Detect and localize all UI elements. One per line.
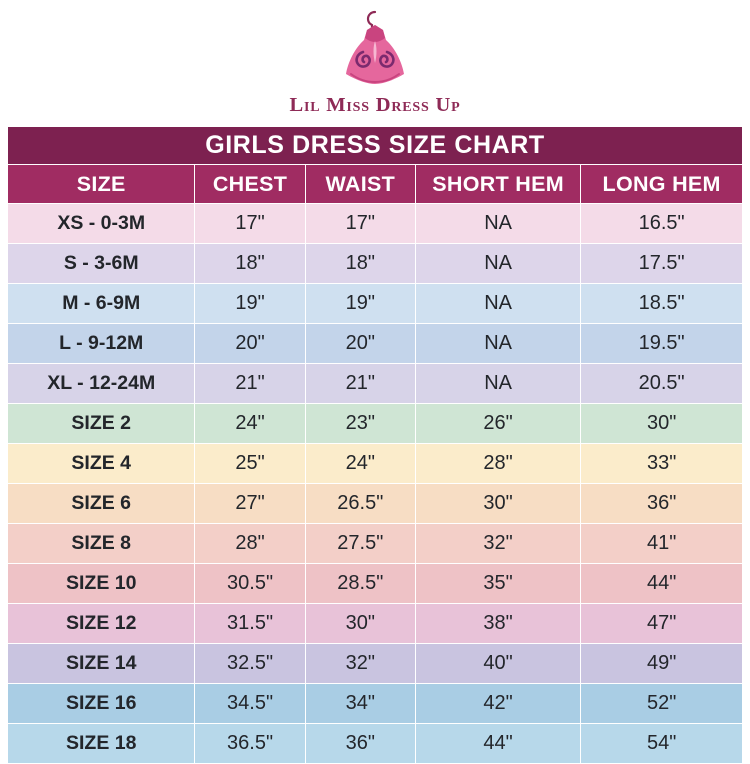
table-row — [8, 644, 743, 684]
cell-short-hem: 40" — [415, 644, 580, 684]
cell-short-hem: 38" — [415, 604, 580, 644]
column-header-long-hem: LONG HEM — [581, 165, 743, 204]
cell-chest: 19" — [195, 284, 305, 324]
table-row — [8, 684, 743, 724]
chart-title-row — [8, 127, 743, 165]
cell-chest: 32.5" — [195, 644, 305, 684]
cell-short-hem: NA — [415, 244, 580, 284]
cell-waist: 34" — [305, 684, 415, 724]
cell-chest: 18" — [195, 244, 305, 284]
cell-long-hem: 18.5" — [581, 284, 743, 324]
chart-rows-body — [8, 204, 743, 764]
cell-waist: 36" — [305, 724, 415, 764]
cell-size: SIZE 14 — [8, 644, 195, 684]
cell-waist: 21" — [305, 364, 415, 404]
cell-short-hem: NA — [415, 364, 580, 404]
cell-size: XL - 12-24M — [8, 364, 195, 404]
table-row — [8, 564, 743, 604]
cell-waist: 26.5" — [305, 484, 415, 524]
cell-chest: 30.5" — [195, 564, 305, 604]
cell-short-hem: NA — [415, 204, 580, 244]
cell-chest: 28" — [195, 524, 305, 564]
cell-short-hem: 28" — [415, 444, 580, 484]
cell-short-hem: 26" — [415, 404, 580, 444]
cell-short-hem: 30" — [415, 484, 580, 524]
cell-waist: 17" — [305, 204, 415, 244]
table-row — [8, 404, 743, 444]
table-row — [8, 204, 743, 244]
size-chart-table-wrap — [7, 126, 743, 764]
cell-waist: 24" — [305, 444, 415, 484]
cell-waist: 23" — [305, 404, 415, 444]
cell-size: M - 6-9M — [8, 284, 195, 324]
cell-chest: 36.5" — [195, 724, 305, 764]
cell-waist: 27.5" — [305, 524, 415, 564]
table-row — [8, 244, 743, 284]
cell-long-hem: 19.5" — [581, 324, 743, 364]
cell-chest: 31.5" — [195, 604, 305, 644]
cell-waist: 32" — [305, 644, 415, 684]
cell-waist: 30" — [305, 604, 415, 644]
cell-long-hem: 52" — [581, 684, 743, 724]
cell-short-hem: 32" — [415, 524, 580, 564]
table-row — [8, 604, 743, 644]
table-row — [8, 324, 743, 364]
cell-size: S - 3-6M — [8, 244, 195, 284]
cell-chest: 27" — [195, 484, 305, 524]
cell-long-hem: 44" — [581, 564, 743, 604]
cell-size: SIZE 4 — [8, 444, 195, 484]
cell-short-hem: NA — [415, 284, 580, 324]
cell-waist: 19" — [305, 284, 415, 324]
cell-long-hem: 16.5" — [581, 204, 743, 244]
cell-size: SIZE 2 — [8, 404, 195, 444]
cell-size: XS - 0-3M — [8, 204, 195, 244]
cell-size: SIZE 18 — [8, 724, 195, 764]
table-row — [8, 444, 743, 484]
brand-name: Lil Miss Dress Up — [289, 94, 461, 116]
cell-waist: 18" — [305, 244, 415, 284]
size-chart-table — [7, 126, 743, 764]
cell-long-hem: 20.5" — [581, 364, 743, 404]
cell-long-hem: 49" — [581, 644, 743, 684]
cell-chest: 34.5" — [195, 684, 305, 724]
cell-waist: 20" — [305, 324, 415, 364]
page-title: GIRLS DRESS SIZE CHART — [8, 127, 743, 165]
cell-long-hem: 41" — [581, 524, 743, 564]
table-row — [8, 484, 743, 524]
column-header-size: SIZE — [8, 165, 195, 204]
table-row — [8, 524, 743, 564]
cell-size: SIZE 16 — [8, 684, 195, 724]
cell-long-hem: 30" — [581, 404, 743, 444]
cell-size: SIZE 12 — [8, 604, 195, 644]
cell-short-hem: 44" — [415, 724, 580, 764]
cell-chest: 25" — [195, 444, 305, 484]
table-row — [8, 284, 743, 324]
cell-long-hem: 33" — [581, 444, 743, 484]
cell-long-hem: 47" — [581, 604, 743, 644]
cell-long-hem: 17.5" — [581, 244, 743, 284]
cell-short-hem: NA — [415, 324, 580, 364]
column-header-short-hem: SHORT HEM — [415, 165, 580, 204]
brand-logo-block — [0, 0, 750, 117]
cell-waist: 28.5" — [305, 564, 415, 604]
cell-chest: 17" — [195, 204, 305, 244]
cell-long-hem: 36" — [581, 484, 743, 524]
column-header-chest: CHEST — [195, 165, 305, 204]
cell-short-hem: 35" — [415, 564, 580, 604]
cell-size: L - 9-12M — [8, 324, 195, 364]
cell-short-hem: 42" — [415, 684, 580, 724]
dress-logo-icon — [327, 8, 423, 90]
cell-size: SIZE 8 — [8, 524, 195, 564]
column-header-waist: WAIST — [305, 165, 415, 204]
table-row — [8, 364, 743, 404]
cell-chest: 21" — [195, 364, 305, 404]
chart-header-row — [8, 165, 743, 204]
cell-chest: 20" — [195, 324, 305, 364]
cell-long-hem: 54" — [581, 724, 743, 764]
cell-chest: 24" — [195, 404, 305, 444]
cell-size: SIZE 10 — [8, 564, 195, 604]
cell-size: SIZE 6 — [8, 484, 195, 524]
table-row — [8, 724, 743, 764]
